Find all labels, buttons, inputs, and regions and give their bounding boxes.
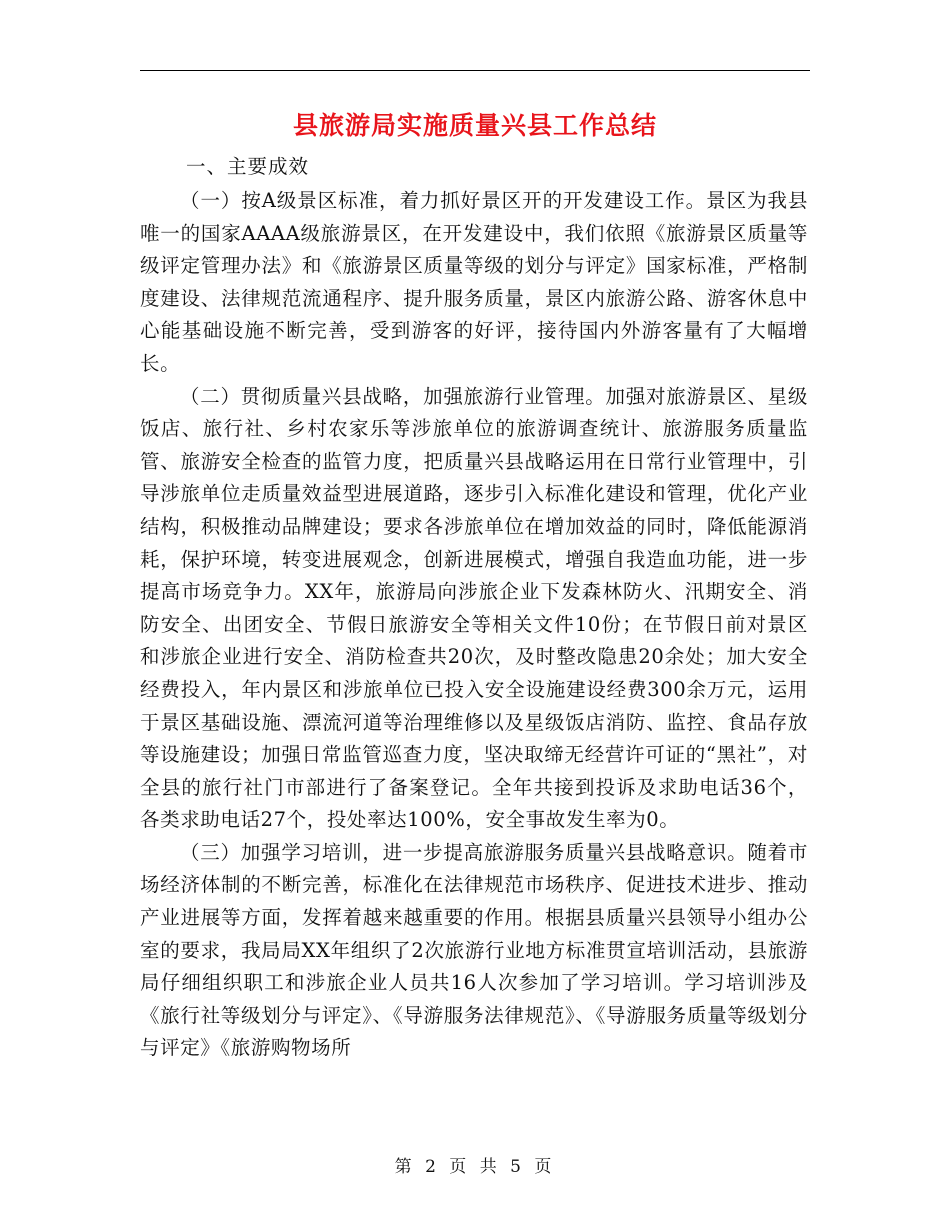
header-rule: [140, 70, 810, 71]
page-number-footer: 第 2 页 共 5 页: [394, 1157, 556, 1177]
paragraph-1: （一）按A级景区标准，着力抓好景区开的开发建设工作。景区为我县唯一的国家AAAA级旅游景区，在开发建设中，我们依照《旅游景区质量等级评定管理办法》和《旅游景区质量等级的划分与评定》国家标准，严格制度建设、法律规范流通程序、提升服务质量，景区内旅游公路、游客休息中心能基础设施不断完善，受到游客的好评，接待国内外游客量有了大幅增长。: [140, 189, 808, 375]
page-title: 县旅游局实施质量兴县工作总结: [292, 111, 657, 140]
section-heading: 一、主要成效: [186, 155, 310, 178]
paragraph-3: （三）加强学习培训，进一步提高旅游服务质量兴县战略意识。随着市场经济体制的不断完善，标准化在法律规范市场秩序、促进技术进步、推动产业进展等方面，发挥着越来越重要的作用。根据县质量兴县领导小组办公室的要求，我局局XX年组织了2次旅游行业地方标准贯宣培训活动，县旅游局仔细组织职工和涉旅企业人员共16人次参加了学习培训。学习培训涉及《旅行社等级划分与评定》、《导游服务法律规范》、《导游服务质量等级划分与评定》《旅游购物场所: [140, 840, 808, 1060]
paragraph-2: （二）贯彻质量兴县战略，加强旅游行业管理。加强对旅游景区、星级饭店、旅行社、乡村农家乐等涉旅单位的旅游调查统计、旅游服务质量监管、旅游安全检查的监管力度，把质量兴县战略运用在日常行业管理中，引导涉旅单位走质量效益型进展道路，逐步引入标准化建设和管理，优化产业结构，积极推动品牌建设；要求各涉旅单位在增加效益的同时，降低能源消耗，保护环境，转变进展观念，创新进展模式，增强自我造血功能，进一步提高市场竞争力。XX年，旅游局向涉旅企业下发森林防火、汛期安全、消防安全、出团安全、节假日旅游安全等相关文件10份；在节假日前对景区和涉旅企业进行安全、消防检查共20次，及时整改隐患20余处；加大安全经费投入，年内景区和涉旅单位已投入安全设施建设经费300余万元，运用于景区基础设施、漂流河道等治理维修以及星级饭店消防、监控、食品存放等设施建设；加强日常监管巡查力度，坚决取缔无经营许可证的“黑社”，对全县的旅行社门市部进行了备案登记。全年共接到投诉及求助电话36个，各类求助电话27个，投处率达100%，安全事故发生率为0。: [140, 384, 808, 832]
document-body: [140, 185, 808, 1065]
